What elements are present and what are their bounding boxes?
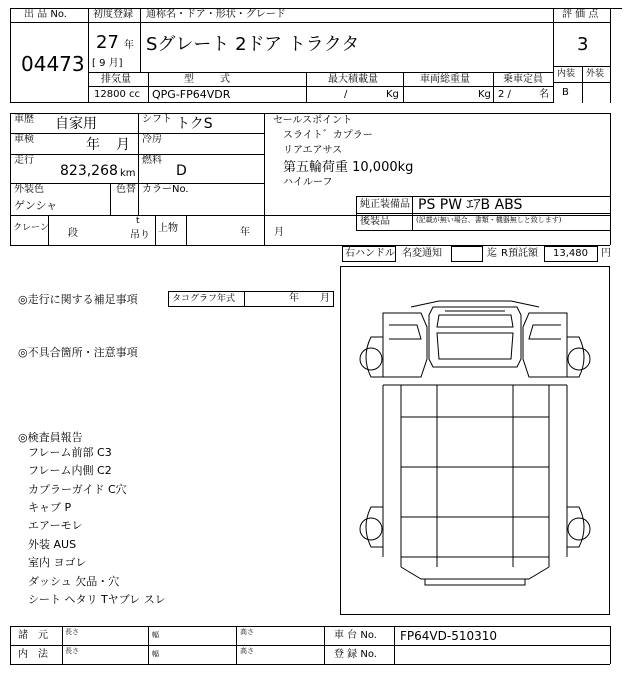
recycle-prefix: 迄 [487,248,497,259]
mileage-unit: km [120,168,136,179]
inspector-item-5: エアーモレ [28,519,83,532]
upper-month: 月 [274,227,284,238]
model-code-label: 型 式 [184,74,232,85]
rhd-label: 右ハンドル [345,248,395,259]
upper-label: 上物 [158,223,178,234]
inner-length-label: 長さ [65,647,79,655]
defects-label: ◎不具合箇所・注意事項 [18,346,138,359]
upper-year: 年 [240,227,250,238]
body-color-label: 外装色 [14,184,44,195]
inspection-year: 年 [86,137,100,153]
recycle-amount: 13,480 [553,248,588,259]
first-reg-label: 初度登録 [93,9,133,20]
recycle-unit: 円 [601,248,611,259]
fuel-label: 燃料 [142,155,162,166]
chassis-number: FP64VD-510310 [400,629,497,643]
sales-point-4: ハイルーフ [283,177,333,188]
interior-grade: B [562,87,569,98]
inspector-item-8: ダッシュ 欠品・穴 [28,575,120,588]
inspection-month: 月 [116,137,130,153]
first-reg-year-unit: 年 [124,40,134,51]
exterior-grade-label: 外装 [586,69,605,79]
fuel-value: D [176,163,187,179]
gross-weight-label: 車両総重量 [420,74,470,85]
lot-number: 04473 [21,52,85,76]
max-load-value: / [344,89,348,100]
mileage-label: 走行 [14,155,34,166]
body-color-value: ゲンシャ [14,199,58,212]
chassis-label: 車 台 No. [334,630,377,641]
max-load-label: 最大積載量 [328,74,378,85]
capacity-label: 乗車定員 [503,74,543,85]
dims-label: 諸 元 [18,630,48,641]
first-reg-year: 27 [96,32,119,53]
inspector-item-2: フレーム内側 C2 [28,464,112,477]
shift-value: トクS [176,116,213,132]
sales-point-3: 第五輪荷重 10,000kg [283,160,414,175]
dims-width-label: 幅 [152,631,159,639]
inspector-item-3: カプラーガイド C穴 [28,483,127,496]
interior-grade-label: 内装 [557,69,576,79]
name-change-label: 名変通知 [402,248,442,259]
mileage-value: 823,268 [60,163,118,179]
tachograph-month: 月 [320,293,330,304]
ac-label: 冷房 [142,134,162,145]
gross-weight-unit: Kg [478,89,491,100]
score-value: 3 [577,34,589,55]
inspector-item-1: フレーム前部 C3 [28,446,112,459]
inspector-item-9: シート ヘタリ Tヤブレ スレ [28,593,166,606]
genuine-equipment-label: 純正装備品 [360,199,410,210]
color-code-label: カラーNo. [142,184,189,195]
dims-height-label: 高さ [240,628,254,636]
lot-no-label: 出 品 No. [24,9,67,20]
model-code-value: QPG-FP64VDR [152,88,231,101]
driving-notes-label: ◎走行に関する補足事項 [18,293,138,306]
crane-label: クレーン [13,223,49,233]
crane-ton: 吊り [130,230,150,241]
reg-number-label: 登 録 No. [334,649,377,660]
model-name: Sグレート 2ドア トラクタ [146,34,360,55]
inspector-label: ◎検査員報告 [18,431,83,444]
aftermarket-label: 後装品 [360,216,390,227]
vehicle-diagram [340,266,610,615]
sales-point-2: リアエアサス [283,145,343,156]
color-no-label: 色替 [116,184,136,195]
dims-length-label: 長さ [65,628,79,636]
shift-label: シフト [142,114,172,125]
score-label: 評 価 点 [562,9,599,20]
displacement-label: 排気量 [101,74,131,85]
history-label: 車歴 [14,114,34,125]
sales-point-1: スライト゛カプラー [283,130,373,141]
history-value: 自家用 [55,116,97,132]
displacement-value: 12800 cc [94,89,140,100]
model-name-label: 通称名・ドア・形状・グレード [146,9,286,20]
max-load-unit: Kg [386,89,399,100]
inspector-item-7: 室内 ヨゴレ [28,556,87,569]
inspection-label: 車検 [14,134,34,145]
inspector-item-4: キャブ P [28,501,72,514]
inner-dims-label: 内 法 [18,649,48,660]
capacity-value: 2 / [498,89,511,100]
crane-ton-unit: t [136,216,140,226]
sales-points-label: セールスポイント [273,115,353,126]
crane-stage: 段 [68,228,78,239]
tachograph-year: 年 [289,293,299,304]
inner-width-label: 幅 [152,650,159,658]
inspector-item-6: 外装 AUS [28,538,77,551]
genuine-equipment: PS PW ｴｱB ABS [418,197,523,213]
aftermarket-note: (記載が無い場合、書類・機器無しと致します) [416,216,562,224]
recycle-label: R預託額 [501,248,538,259]
inner-height-label: 高さ [240,647,254,655]
tachograph-label: タコグラフ年式 [172,294,236,304]
first-reg-month: [ 9 月] [92,58,123,69]
capacity-unit: 名 [539,89,549,100]
